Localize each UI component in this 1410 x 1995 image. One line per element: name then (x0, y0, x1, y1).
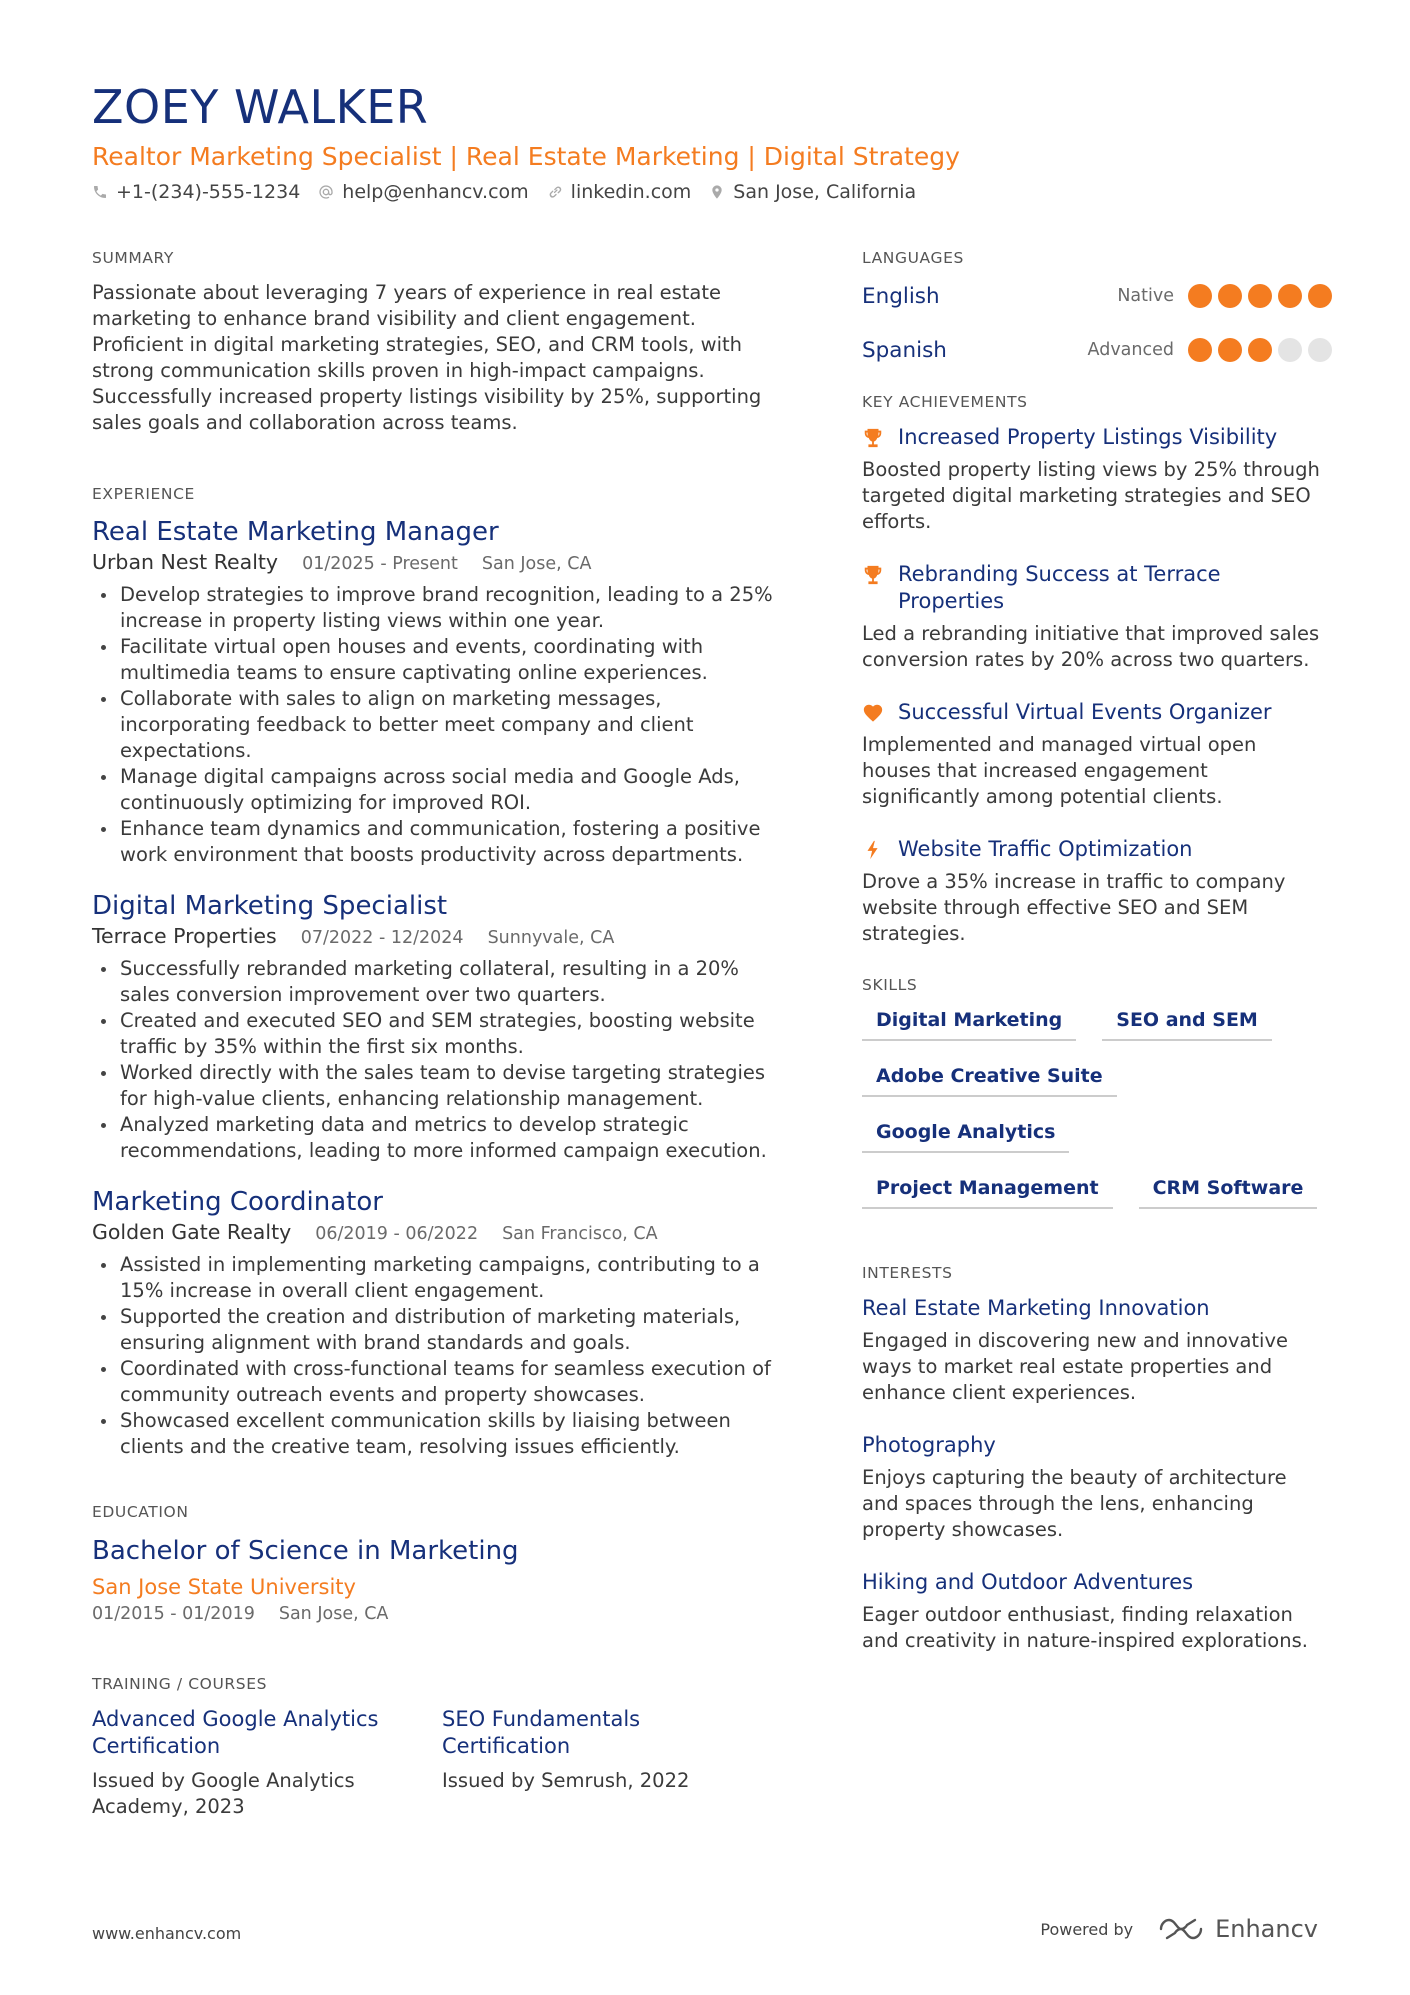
brand-logo[interactable] (1157, 1915, 1318, 1943)
job-location: Sunnyvale, CA (487, 928, 615, 948)
education-section (92, 1500, 792, 1626)
experience-section (92, 482, 792, 1460)
education-location: San Jose, CA (278, 1604, 389, 1624)
job-bullets (92, 956, 792, 1164)
achievements-section (862, 390, 1332, 947)
language-level: Advanced (1087, 340, 1174, 360)
section-title-experience: EXPERIENCE (92, 485, 195, 503)
skill-tag: Project Management (862, 1175, 1113, 1209)
achievement-item (862, 699, 1332, 810)
rating-dot-filled (1188, 338, 1212, 362)
summary-section (92, 246, 792, 436)
job-meta (92, 922, 792, 952)
language-name: Spanish (862, 337, 947, 363)
skill-tag: Google Analytics (862, 1119, 1069, 1153)
course-item (442, 1706, 792, 1820)
rating-dot-empty (1278, 338, 1302, 362)
job-company: Urban Nest Realty (92, 550, 279, 574)
job-bullet: Develop strategies to improve brand recognition, leading to a 25% increase in property listing views within one year. (92, 582, 792, 634)
education-meta (92, 1602, 792, 1626)
course-issuer: Issued by Google Analytics Academy, 2023 (92, 1769, 355, 1818)
job-entry (92, 1186, 792, 1460)
job-bullets (92, 582, 792, 868)
job-title: Digital Marketing Specialist (92, 891, 448, 921)
rating-dot-filled (1188, 284, 1212, 308)
contact-linkedin[interactable] (547, 179, 692, 205)
rating-dot-filled (1218, 338, 1242, 362)
brand-name: Enhancv (1215, 1915, 1318, 1943)
rating-dot-empty (1308, 338, 1332, 362)
job-dates: 01/2025 - Present (302, 554, 458, 574)
contact-linkedin-text: linkedin.com (570, 181, 692, 203)
job-bullet: Manage digital campaigns across social media and Google Ads, continuously optimizing for improved ROI. (92, 764, 792, 816)
course-item (92, 1706, 442, 1820)
enhancv-logo-icon (1157, 1916, 1205, 1942)
section-title-interests: INTERESTS (862, 1264, 953, 1282)
language-rating (1188, 284, 1332, 308)
job-entry (92, 890, 792, 1164)
lightning-icon (862, 836, 884, 862)
headline: Realtor Marketing Specialist | Real Estate Marketing | Digital Strategy (92, 142, 960, 171)
footer-branding (1040, 1915, 1318, 1943)
section-title-training: TRAINING / COURSES (92, 1675, 268, 1693)
education-school: San Jose State University (92, 1575, 356, 1599)
job-entry (92, 516, 792, 868)
job-company: Golden Gate Realty (92, 1220, 292, 1244)
phone-icon (92, 184, 108, 200)
rating-dot-filled (1248, 284, 1272, 308)
job-title: Real Estate Marketing Manager (92, 517, 499, 547)
job-company: Terrace Properties (92, 924, 277, 948)
job-bullet: Coordinated with cross-functional teams for seamless execution of community outreach events and property showcases. (92, 1356, 792, 1408)
achievement-desc: Drove a 35% increase in traffic to company website through effective SEO and SEM strategies. (862, 870, 1286, 945)
interest-desc: Eager outdoor enthusiast, finding relaxation and creativity in nature-inspired explorations. (862, 1603, 1308, 1652)
interest-item (862, 1432, 1332, 1543)
language-level: Native (1117, 286, 1174, 306)
right-column (862, 246, 1332, 1680)
job-bullet: Created and executed SEO and SEM strategies, boosting website traffic by 35% within the first six months. (92, 1008, 792, 1060)
job-title: Marketing Coordinator (92, 1187, 383, 1217)
job-bullet: Showcased excellent communication skills by liaising between clients and the creative team, resolving issues efficiently. (92, 1408, 792, 1460)
skills-section (862, 973, 1332, 1209)
course-issuer: Issued by Semrush, 2022 (442, 1769, 690, 1792)
rating-dot-filled (1248, 338, 1272, 362)
education-degree: Bachelor of Science in Marketing (92, 1536, 519, 1566)
interest-item (862, 1569, 1332, 1654)
education-dates: 01/2015 - 01/2019 (92, 1604, 255, 1624)
section-title-achievements: KEY ACHIEVEMENTS (862, 393, 1028, 411)
language-name: English (862, 283, 940, 309)
achievement-title: Increased Property Listings Visibility (898, 425, 1278, 449)
rating-dot-filled (1308, 284, 1332, 308)
trophy-icon (862, 424, 884, 450)
skill-tag: Adobe Creative Suite (862, 1063, 1117, 1097)
language-rating (1188, 338, 1332, 362)
section-title-education: EDUCATION (92, 1503, 189, 1521)
training-section (92, 1672, 792, 1820)
languages-section (862, 246, 1332, 366)
link-icon (547, 184, 563, 200)
job-location: San Francisco, CA (502, 1224, 658, 1244)
job-bullets (92, 1252, 792, 1460)
interest-desc: Enjoys capturing the beauty of architecture and spaces through the lens, enhancing property showcases. (862, 1466, 1287, 1541)
language-item (862, 280, 1332, 312)
interest-title: Hiking and Outdoor Adventures (862, 1570, 1194, 1594)
achievement-title: Rebranding Success at Terrace Properties (898, 562, 1221, 613)
course-title: Advanced Google Analytics Certification (92, 1707, 379, 1758)
interest-title: Photography (862, 1433, 996, 1457)
job-bullet: Successfully rebranded marketing collateral, resulting in a 20% sales conversion improvement over two quarters. (92, 956, 792, 1008)
language-item (862, 334, 1332, 366)
at-icon (318, 184, 334, 200)
footer-website[interactable]: www.enhancv.com (92, 1924, 242, 1943)
rating-dot-filled (1218, 284, 1242, 308)
rating-dot-filled (1278, 284, 1302, 308)
achievement-title: Website Traffic Optimization (898, 837, 1193, 861)
contact-location-text: San Jose, California (733, 181, 917, 203)
contact-phone-text: +1-(234)-555-1234 (116, 181, 301, 203)
job-bullet: Facilitate virtual open houses and events, coordinating with multimedia teams to ensure captivating online experiences. (92, 634, 792, 686)
job-bullet: Analyzed marketing data and metrics to develop strategic recommendations, leading to more informed campaign execution. (92, 1112, 792, 1164)
achievement-desc: Led a rebranding initiative that improved sales conversion rates by 20% across two quarters. (862, 622, 1320, 671)
powered-by-label: Powered by (1040, 1919, 1134, 1939)
interest-desc: Engaged in discovering new and innovative ways to market real estate properties and enhance client experiences. (862, 1329, 1288, 1404)
contact-location (709, 179, 916, 205)
achievement-desc: Implemented and managed virtual open houses that increased engagement significantly among potential clients. (862, 733, 1257, 808)
achievement-title: Successful Virtual Events Organizer (898, 700, 1272, 724)
job-bullet: Collaborate with sales to align on marketing messages, incorporating feedback to better meet company and client expectations. (92, 686, 792, 764)
job-bullet: Assisted in implementing marketing campaigns, contributing to a 15% increase in overall client engagement. (92, 1252, 792, 1304)
achievement-item (862, 836, 1332, 947)
section-title-languages: LANGUAGES (862, 249, 964, 267)
achievement-desc: Boosted property listing views by 25% through targeted digital marketing strategies and SEO efforts. (862, 458, 1320, 533)
interest-item (862, 1295, 1332, 1406)
job-bullet: Enhance team dynamics and communication, fostering a positive work environment that boosts productivity across departments. (92, 816, 792, 868)
job-location: San Jose, CA (481, 554, 592, 574)
left-column (92, 246, 792, 1820)
skill-tag: SEO and SEM (1102, 1007, 1272, 1041)
section-title-skills: SKILLS (862, 976, 918, 994)
job-bullet: Worked directly with the sales team to devise targeting strategies for high-value clients, enhancing relationship management. (92, 1060, 792, 1112)
summary-text: Passionate about leveraging 7 years of experience in real estate marketing to enhance brand visibility and client engagement. Proficient in digital marketing strategies, SEO, and CRM tools, with strong communication skills proven in high-impact campaigns. Successfully increased property listings visibility by 25%, supporting sales goals and collaboration across teams. (92, 281, 762, 434)
location-pin-icon (709, 184, 725, 200)
heart-icon (862, 699, 884, 725)
achievement-item (862, 561, 1332, 673)
candidate-name: ZOEY WALKER (92, 80, 429, 134)
contact-email[interactable] (318, 179, 528, 205)
contact-bar (92, 179, 916, 205)
achievement-item (862, 424, 1332, 535)
section-title-summary: SUMMARY (92, 249, 174, 267)
course-list (92, 1706, 792, 1820)
skill-tag: CRM Software (1139, 1175, 1318, 1209)
job-dates: 07/2022 - 12/2024 (300, 928, 464, 948)
contact-phone[interactable] (92, 179, 300, 205)
skill-list (862, 1007, 1322, 1209)
job-bullet: Supported the creation and distribution of marketing materials, ensuring alignment with brand standards and goals. (92, 1304, 792, 1356)
trophy-icon (862, 561, 884, 587)
interest-title: Real Estate Marketing Innovation (862, 1296, 1210, 1320)
interests-section (862, 1261, 1332, 1654)
job-dates: 06/2019 - 06/2022 (315, 1224, 479, 1244)
course-title: SEO Fundamentals Certification (442, 1707, 641, 1758)
job-meta (92, 548, 792, 578)
job-meta (92, 1218, 792, 1248)
contact-email-text: help@enhancv.com (342, 181, 529, 203)
skill-tag: Digital Marketing (862, 1007, 1076, 1041)
